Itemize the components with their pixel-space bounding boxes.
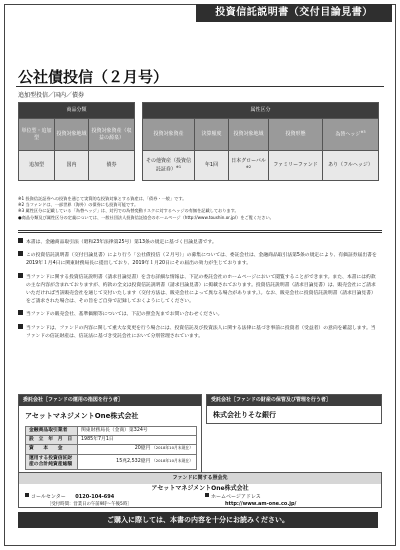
note-1: ※1 投資信託証券への投資を通じて実質的な投資対象とする資産は、「債券・一般」です。 <box>18 196 187 201</box>
col-form: 投資形態 <box>269 119 323 151</box>
val-attr-asset: その他資産（投資信託証券）$^{※1}$ <box>143 151 195 181</box>
square-bullet-icon <box>18 273 23 278</box>
square-bullet-icon <box>18 238 23 243</box>
square-bullet-icon <box>18 324 23 329</box>
document-type-header: 投資信託説明書（交付目論見書） <box>196 4 392 22</box>
bullet-icon <box>25 493 29 497</box>
val-fx-hedge: あり（フルヘッジ） <box>323 151 379 181</box>
homepage-url[interactable]: http://www.am-one.co.jp/ <box>225 501 297 507</box>
product-classification-header: 商品分類 <box>19 103 135 119</box>
fund-category: 追加型投信／国内／債券 <box>18 92 85 99</box>
col-asset: 投資対象資産（収益の源泉） <box>89 119 135 151</box>
val-attr-region: 日本グローバル$^{※2}$ <box>229 151 269 181</box>
bullet-item: 当ファンドに関する投資信託説明書（請求目論見書）を含む詳細な情報は、下記の委託会社のホームページにおいて閲覧することができます。また、本書には約款の主な内容が含まれておりますが、約款の全文は投資信託説明書（請求目論見書）に掲載されております。投資信託説明書（請求目論見書）は、販売会社にご請求いただければ当該販売会社を通じて交付いたします（交付方法は、販売会社によって異なる場合があります。）。なお、販売会社に投資信託説明書（請求目論見書）をご請求された場合は、その旨をご自身で記録しておくようにしてください。 <box>18 273 380 307</box>
trustor-info-table: 金融商品取引業者 関東財務局長（金商）第324号 設 立 年 月 日 1985年7月1日 資 本 金 20億円 （2018年10月末現在） 運用する投資信託財産の合計純資産総額 15兆2,532億円 （2018年10月末現在） <box>25 426 197 470</box>
trustor-bar: 委託会社［ファンドの運用の指図を行う者］ <box>19 395 201 406</box>
col-settlement: 決算頻度 <box>195 119 229 151</box>
note-4: ●商品分類及び属性区分の定義については、一般社団法人投資信託協会のホームページ（http://www.toushin.or.jp/）をご覧ください。 <box>18 214 274 220</box>
footer-notice: ご購入に際しては、本書の内容を十分にお読みください。 <box>18 512 378 528</box>
section-divider-2 <box>18 232 382 233</box>
val-asset: 債券 <box>89 151 135 181</box>
square-bullet-icon <box>18 251 23 256</box>
fund-title: 公社債投信（２月号） <box>18 68 169 86</box>
col-attr-asset: 投資対象資産 <box>143 119 195 151</box>
val-region: 国内 <box>55 151 89 181</box>
call-center-label: コールセンター <box>31 494 66 500</box>
bullet-icon <box>205 493 209 497</box>
bullet-item: 本書は、金融商品取引法（昭和23年法律第25号）第13条の規定に基づく目論見書です。 <box>18 238 380 247</box>
col-region: 投資対象地域 <box>55 119 89 151</box>
trustee-bar: 受託会社［ファンドの財産の保管及び管理を行う者］ <box>207 395 381 406</box>
col-attr-region: 投資対象地域 <box>229 119 269 151</box>
classification-table <box>18 102 379 181</box>
bullet-item: 当ファンドの販売会社、基準価額等については、下記の照会先までお問い合わせください。 <box>18 310 380 319</box>
section-divider <box>18 230 382 231</box>
classification-notes <box>18 196 380 221</box>
val-settlement: 年1回 <box>195 151 229 181</box>
trustee-name: 株式会社りそな銀行 <box>213 411 276 419</box>
val-form: ファミリーファンド <box>269 151 323 181</box>
col-fx-hedge: 為替ヘッジ$^{※3}$ <box>323 119 379 151</box>
call-center-hours: ［受付時間：営業日の午前9時～午後5時］ <box>47 502 132 507</box>
note-2: ※2 当ファンドは、一部世界（海外）の債券にも投資可能です。 <box>18 202 139 208</box>
bullet-item: 当ファンドは、ファンドの内容に関して重大な変更を行う場合には、投資信託及び投資法人に関する法律に基づき事前に投資者（受益者）の意向を確認します。当ファンドの信託財産は、信託法に基づき受託会社において分別管理されています。 <box>18 324 380 341</box>
square-bullet-icon <box>18 310 23 315</box>
contact-bar: ファンドに関する照会先 <box>19 473 381 484</box>
contact-company: アセットマネジメントOne株式会社 <box>151 485 249 492</box>
trustee-box <box>206 394 382 424</box>
bullet-item: この投資信託説明書（交付目論見書）により行う「公社債投信（２月号）」の募集については、委託会社は、金融商品取引法第5条の規定により、有価証券届出書を2019年１月4日に関東財務局長に提出しており、2019年１月20日にその届出の効力が生じております。 <box>18 251 380 268</box>
contact-box <box>18 472 382 508</box>
trustor-name: アセットマネジメントOne株式会社 <box>25 412 139 420</box>
call-center-phone[interactable]: 0120-104-694 <box>75 494 115 500</box>
title-divider <box>16 86 384 87</box>
disclosure-bullets <box>18 238 380 345</box>
attribute-classification-header: 属性区分 <box>143 103 379 119</box>
homepage-label: ホームページアドレス <box>211 494 261 500</box>
col-unit-type: 単位型・追加型 <box>19 119 55 151</box>
val-unit-type: 追加型 <box>19 151 55 181</box>
note-3: ※3 属性区分に記載している「為替ヘッジ」は、対円での為替変動リスクに対するヘッジの有無を記載しております。 <box>18 208 239 214</box>
